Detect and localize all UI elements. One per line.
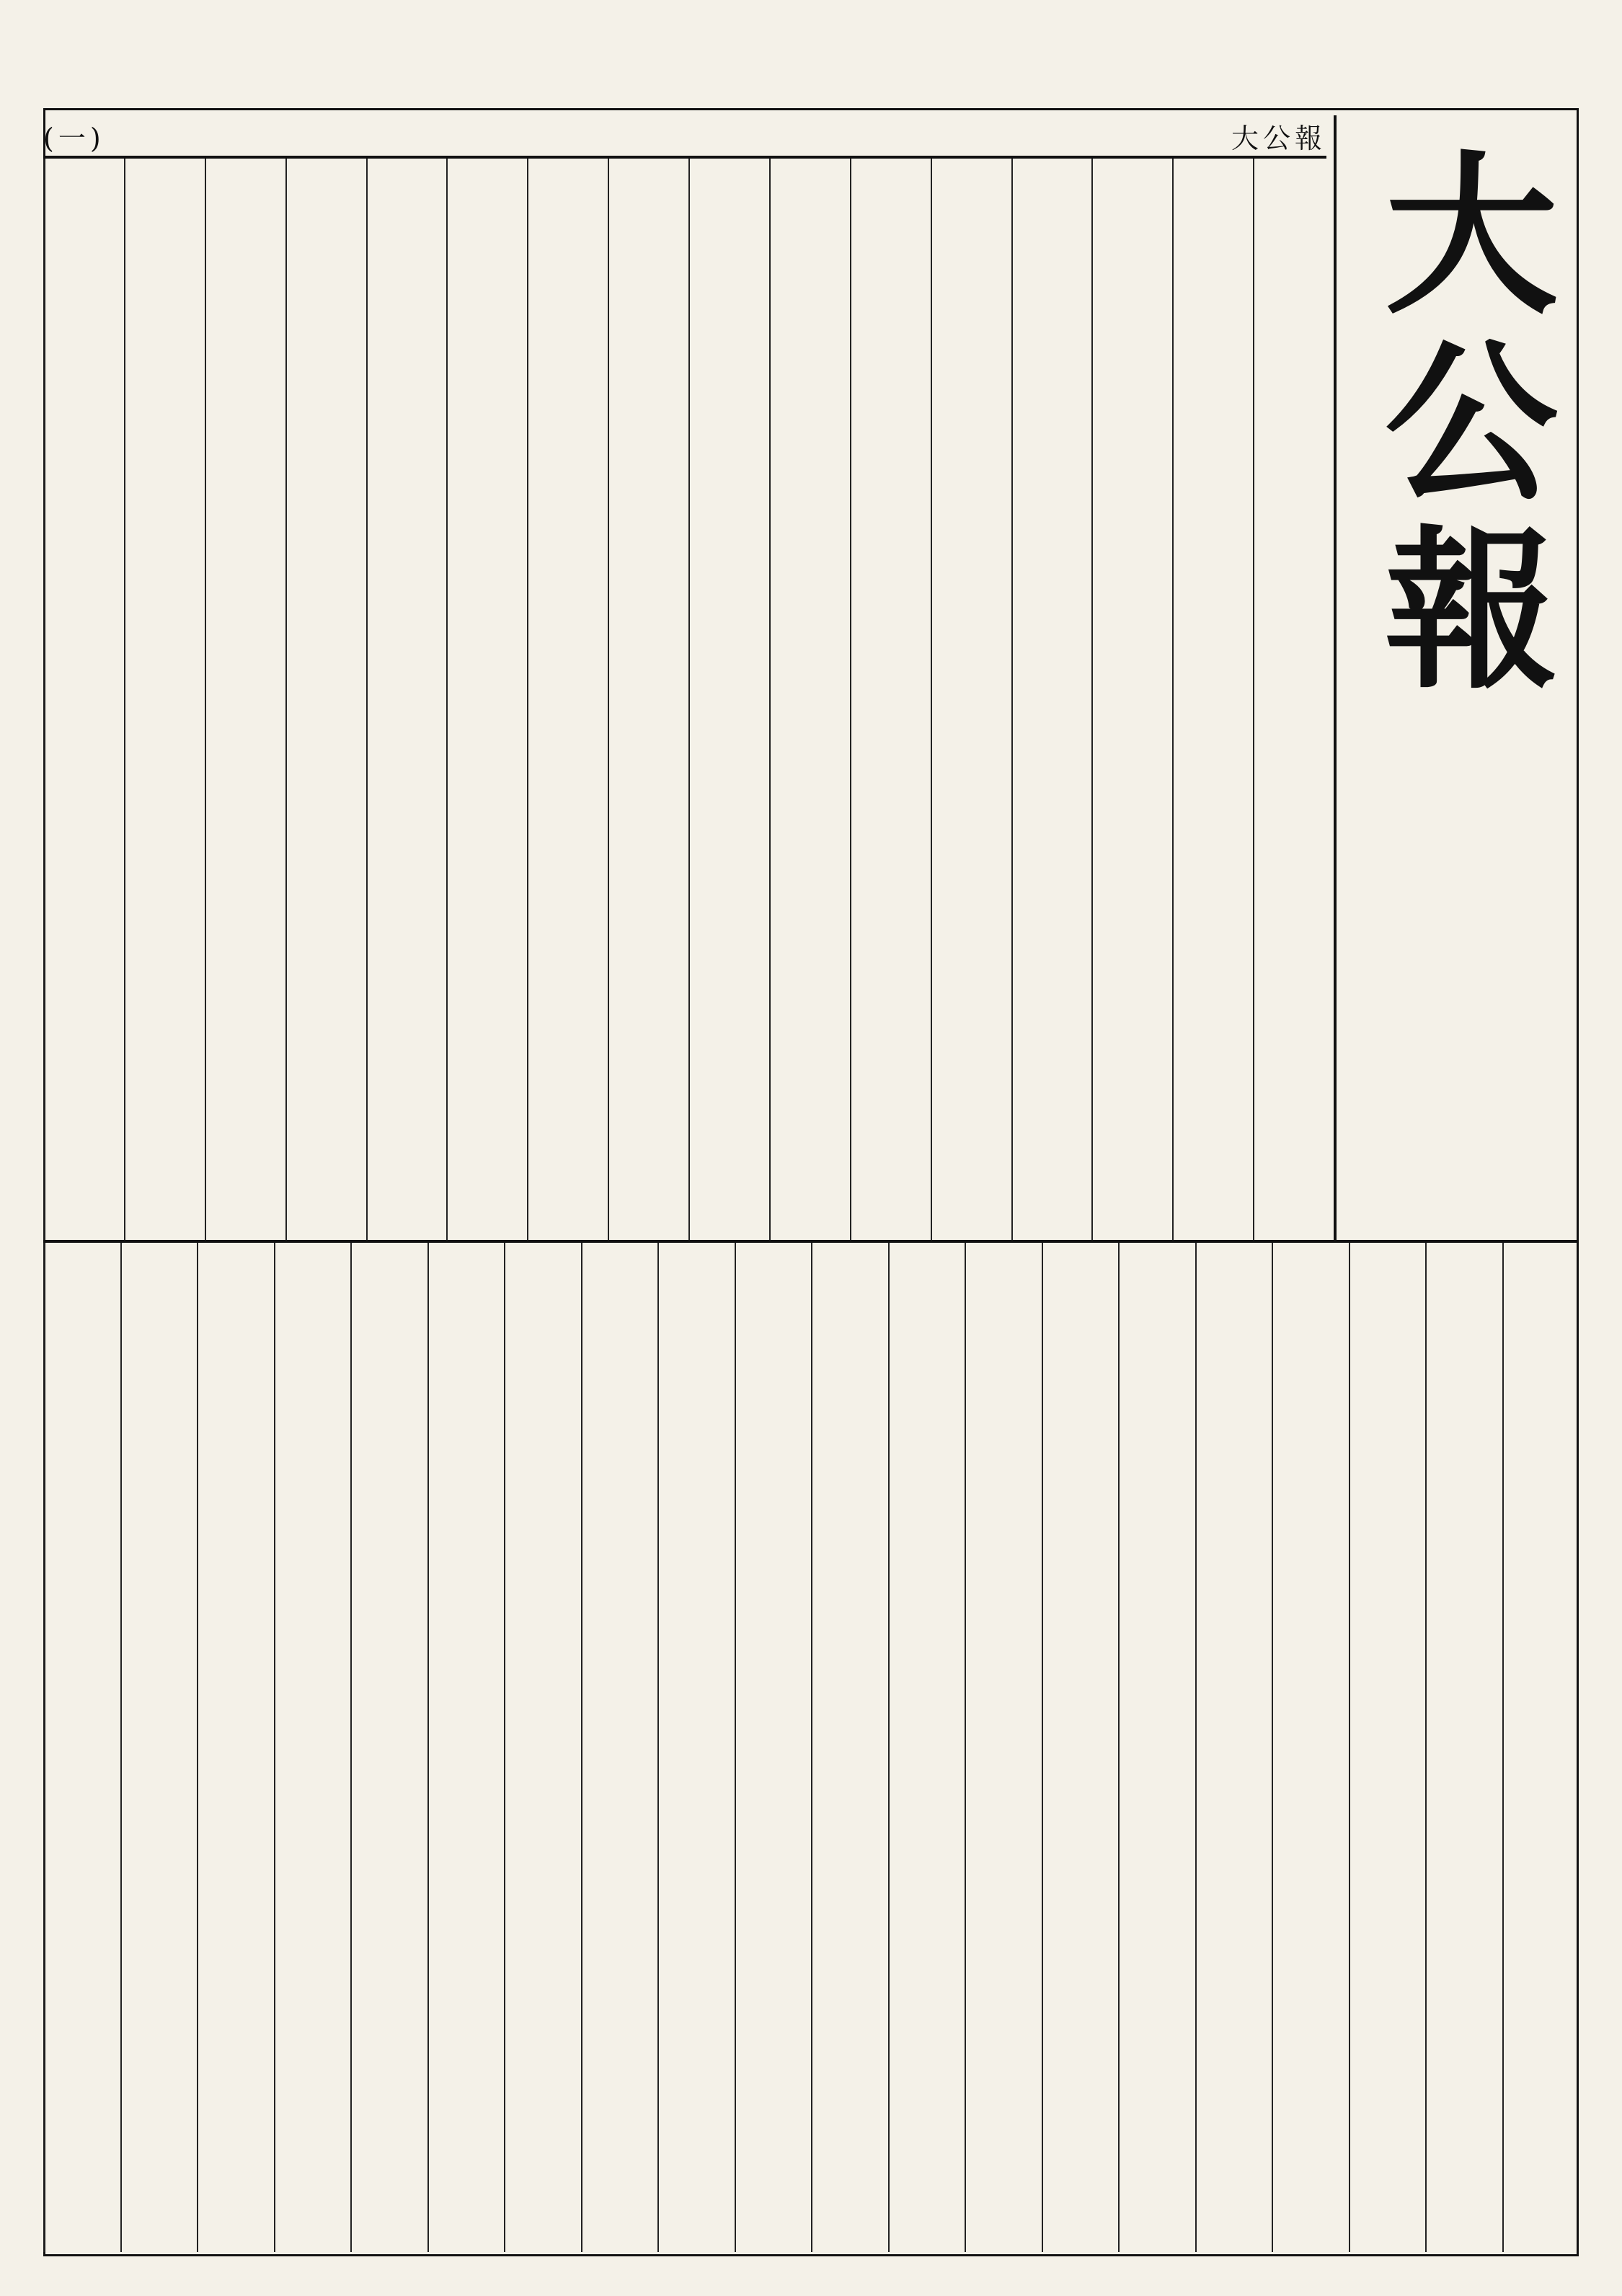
article-column [1172, 159, 1253, 1240]
article-column [688, 159, 769, 1240]
article-column [124, 159, 205, 1240]
article-column [888, 1243, 965, 2252]
page-header [43, 115, 1326, 159]
masthead-title: 大公報 [1355, 144, 1559, 706]
article-column [427, 1243, 505, 2252]
article-column [43, 1243, 120, 2252]
article-column [197, 1243, 274, 2252]
article-column [1502, 1243, 1579, 2252]
article-column [43, 159, 124, 1240]
article-column [1195, 1243, 1272, 2252]
page-marker: (一) [43, 122, 105, 154]
article-column [931, 159, 1011, 1240]
article-column [1118, 1243, 1195, 2252]
article-column [350, 1243, 427, 2252]
article-column [811, 1243, 888, 2252]
article-column [527, 159, 608, 1240]
article-column [205, 159, 285, 1240]
top-section [43, 159, 1334, 1240]
article-column [285, 159, 366, 1240]
article-column [1272, 1243, 1349, 2252]
article-column [120, 1243, 198, 2252]
article-column [608, 159, 688, 1240]
article-column [1011, 159, 1092, 1240]
article-column [850, 159, 931, 1240]
article-column [274, 1243, 351, 2252]
article-column [581, 1243, 658, 2252]
bottom-section [43, 1243, 1579, 2252]
article-column [366, 159, 447, 1240]
article-column [965, 1243, 1042, 2252]
article-column [1425, 1243, 1502, 2252]
article-column [446, 159, 527, 1240]
article-column [769, 159, 850, 1240]
article-column [504, 1243, 581, 2252]
masthead [1334, 115, 1579, 1240]
article-column [1349, 1243, 1426, 2252]
article-column [1091, 159, 1172, 1240]
article-column [735, 1243, 812, 2252]
article-column [1042, 1243, 1119, 2252]
article-column [657, 1243, 735, 2252]
paper-name: 大公報 [1231, 122, 1326, 154]
article-column [1253, 159, 1334, 1240]
